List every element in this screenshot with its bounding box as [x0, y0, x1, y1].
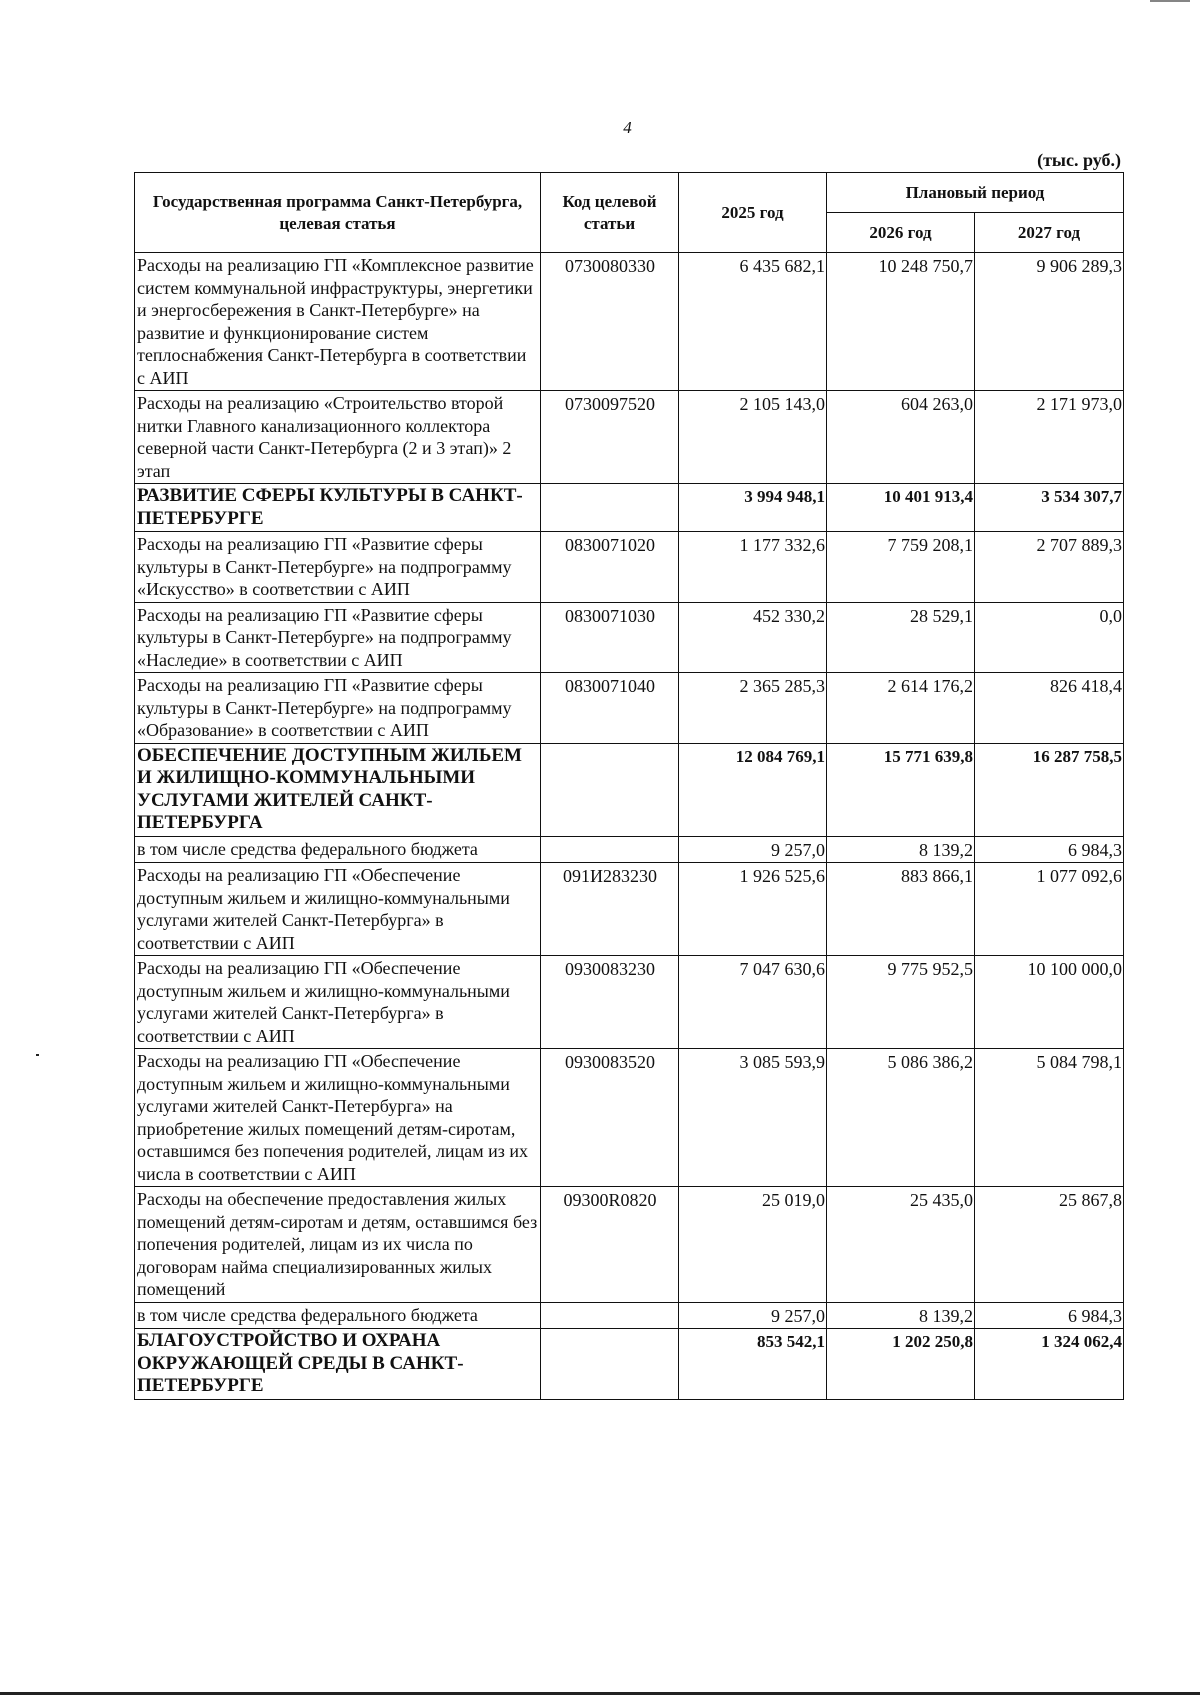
budget-table [134, 172, 1124, 1400]
row-value-2025: 9 257,0 [679, 1302, 827, 1329]
page-number: 4 [623, 118, 632, 137]
row-value-2025: 6 435 682,1 [679, 253, 827, 391]
row-value-2027: 16 287 758,5 [975, 743, 1124, 836]
section-name: ОБЕСПЕЧЕНИЕ ДОСТУПНЫМ ЖИЛЬЕМ И ЖИЛИЩНО-КОММУНАЛЬНЫМИ УСЛУГАМИ ЖИТЕЛЕЙ САНКТ-ПЕТЕРБУРГА [135, 743, 541, 836]
row-code [541, 1329, 679, 1400]
row-code: 0830071020 [541, 532, 679, 603]
row-name: в том числе средства федерального бюджета [135, 1302, 541, 1329]
row-value-2026: 883 866,1 [827, 863, 975, 956]
row-value-2025: 853 542,1 [679, 1329, 827, 1400]
row-code [541, 836, 679, 863]
row-code: 0730097520 [541, 391, 679, 484]
row-name: Расходы на реализацию ГП «Комплексное развитие систем коммунальной инфраструктуры, энергетики и энергосбережения в Санкт-Петербурге» на развитие и функционирование систем теплоснабжения Санкт-Петербурга в соответствии с АИП [135, 253, 541, 391]
row-code: 09300R0820 [541, 1187, 679, 1303]
table-row [135, 391, 1124, 484]
row-value-2026: 2 614 176,2 [827, 673, 975, 744]
header-code: Код целевой статьи [541, 173, 679, 253]
row-value-2027: 1 324 062,4 [975, 1329, 1124, 1400]
row-code [541, 743, 679, 836]
row-value-2027: 2 707 889,3 [975, 532, 1124, 603]
row-name: Расходы на реализацию ГП «Обеспечение доступным жильем и жилищно-коммунальными услугами жителей Санкт-Петербурга» в соответствии с АИП [135, 863, 541, 956]
row-value-2027: 5 084 798,1 [975, 1049, 1124, 1187]
header-program: Государственная программа Санкт-Петербурга, целевая статья [135, 173, 541, 253]
table-row [135, 1187, 1124, 1303]
row-value-2026: 15 771 639,8 [827, 743, 975, 836]
row-value-2027: 1 077 092,6 [975, 863, 1124, 956]
row-code: 0930083230 [541, 956, 679, 1049]
units-label: (тыс. руб.) [1037, 150, 1121, 170]
table-row [135, 673, 1124, 744]
row-value-2027: 6 984,3 [975, 836, 1124, 863]
table-row [135, 836, 1124, 863]
scan-artifact [1150, 0, 1190, 2]
table-row [135, 1049, 1124, 1187]
table-row [135, 253, 1124, 391]
row-value-2026: 5 086 386,2 [827, 1049, 975, 1187]
row-name: в том числе средства федерального бюджета [135, 836, 541, 863]
row-value-2026: 1 202 250,8 [827, 1329, 975, 1400]
header-planned-period: Плановый период [827, 173, 1124, 213]
header-2027: 2027 год [975, 213, 1124, 253]
table-row [135, 1302, 1124, 1329]
table-row [135, 863, 1124, 956]
section-row [135, 743, 1124, 836]
row-name: Расходы на реализацию ГП «Развитие сферы культуры в Санкт-Петербурге» на подпрограмму «Образование» в соответствии с АИП [135, 673, 541, 744]
header-2025: 2025 год [679, 173, 827, 253]
row-code [541, 484, 679, 532]
row-value-2027: 6 984,3 [975, 1302, 1124, 1329]
section-row [135, 1329, 1124, 1400]
table-row [135, 532, 1124, 603]
row-value-2026: 10 401 913,4 [827, 484, 975, 532]
scan-speck [36, 1054, 39, 1056]
row-value-2025: 25 019,0 [679, 1187, 827, 1303]
row-value-2025: 7 047 630,6 [679, 956, 827, 1049]
row-code: 091И283230 [541, 863, 679, 956]
row-name: Расходы на обеспечение предоставления жилых помещений детям-сиротам и детям, оставшимся без попечения родителей, лицам из их числа по договорам найма специализированных жилых помещений [135, 1187, 541, 1303]
table-row [135, 956, 1124, 1049]
row-name: Расходы на реализацию ГП «Развитие сферы культуры в Санкт-Петербурге» на подпрограмму «Искусство» в соответствии с АИП [135, 532, 541, 603]
row-value-2026: 7 759 208,1 [827, 532, 975, 603]
row-value-2027: 3 534 307,7 [975, 484, 1124, 532]
row-value-2025: 2 365 285,3 [679, 673, 827, 744]
row-value-2027: 25 867,8 [975, 1187, 1124, 1303]
row-name: Расходы на реализацию «Строительство второй нитки Главного канализационного коллектора северной части Санкт-Петербурга (2 и 3 этап)» 2 этап [135, 391, 541, 484]
row-value-2027: 2 171 973,0 [975, 391, 1124, 484]
row-value-2027: 826 418,4 [975, 673, 1124, 744]
table-row [135, 602, 1124, 673]
row-value-2025: 9 257,0 [679, 836, 827, 863]
row-code: 0930083520 [541, 1049, 679, 1187]
row-value-2027: 9 906 289,3 [975, 253, 1124, 391]
section-name: БЛАГОУСТРОЙСТВО И ОХРАНА ОКРУЖАЮЩЕЙ СРЕДЫ В САНКТ-ПЕТЕРБУРГЕ [135, 1329, 541, 1400]
row-value-2025: 2 105 143,0 [679, 391, 827, 484]
row-code: 0830071030 [541, 602, 679, 673]
row-value-2026: 8 139,2 [827, 1302, 975, 1329]
row-name: Расходы на реализацию ГП «Обеспечение доступным жильем и жилищно-коммунальными услугами жителей Санкт-Петербурга» в соответствии с АИП [135, 956, 541, 1049]
row-value-2025: 3 994 948,1 [679, 484, 827, 532]
row-value-2025: 12 084 769,1 [679, 743, 827, 836]
section-row [135, 484, 1124, 532]
row-value-2026: 28 529,1 [827, 602, 975, 673]
row-value-2025: 3 085 593,9 [679, 1049, 827, 1187]
row-code: 0830071040 [541, 673, 679, 744]
row-value-2026: 9 775 952,5 [827, 956, 975, 1049]
row-value-2026: 10 248 750,7 [827, 253, 975, 391]
row-value-2027: 10 100 000,0 [975, 956, 1124, 1049]
row-value-2026: 25 435,0 [827, 1187, 975, 1303]
row-value-2025: 452 330,2 [679, 602, 827, 673]
row-code: 0730080330 [541, 253, 679, 391]
row-value-2025: 1 177 332,6 [679, 532, 827, 603]
row-name: Расходы на реализацию ГП «Развитие сферы культуры в Санкт-Петербурге» на подпрограмму «Наследие» в соответствии с АИП [135, 602, 541, 673]
row-value-2025: 1 926 525,6 [679, 863, 827, 956]
row-code [541, 1302, 679, 1329]
row-value-2027: 0,0 [975, 602, 1124, 673]
section-name: РАЗВИТИЕ СФЕРЫ КУЛЬТУРЫ В САНКТ-ПЕТЕРБУРГЕ [135, 484, 541, 532]
row-name: Расходы на реализацию ГП «Обеспечение доступным жильем и жилищно-коммунальными услугами жителей Санкт-Петербурга» на приобретение жилых помещений детям-сиротам, оставшимся без попечения родителей, лицам из их числа в соответствии с АИП [135, 1049, 541, 1187]
header-2026: 2026 год [827, 213, 975, 253]
row-value-2026: 8 139,2 [827, 836, 975, 863]
row-value-2026: 604 263,0 [827, 391, 975, 484]
